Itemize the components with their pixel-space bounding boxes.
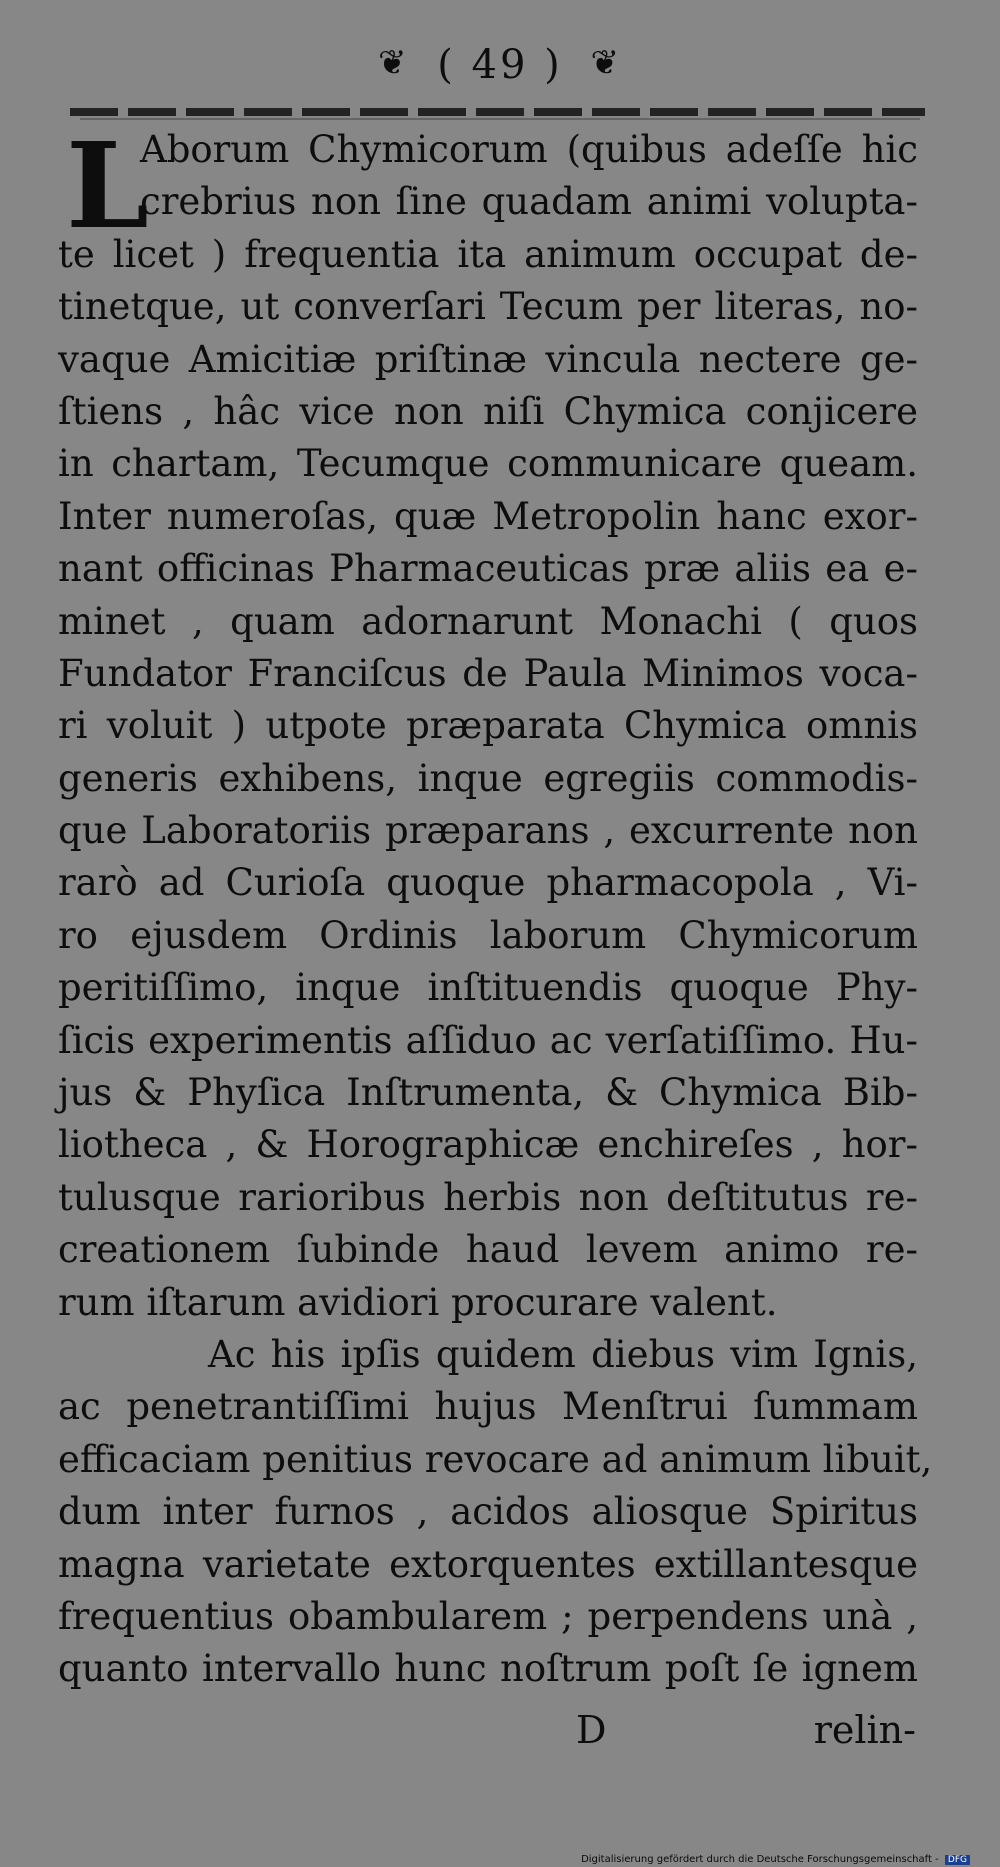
- page-footer: [58, 1704, 918, 1756]
- catchword: relin-: [813, 1708, 916, 1752]
- text-line: liotheca , & Horographicæ enchireſes , hor-: [58, 1123, 918, 1167]
- text-line: peritiſſimo, inque inſtituendis quoque Phy-: [58, 966, 918, 1010]
- text-line: Fundator Franciſcus de Paula Minimos voca-: [58, 651, 918, 695]
- page-header: [0, 42, 1000, 88]
- drop-cap: L: [66, 116, 149, 255]
- text-line: tulusque rarioribus herbis non deſtitutus re-: [58, 1175, 918, 1219]
- text-line: in chartam, Tecumque communicare queam.: [58, 442, 918, 486]
- ornament-right-icon: ❦: [590, 43, 622, 83]
- page-number: ( 49 ): [437, 42, 563, 88]
- text-line: ro ejusdem Ordinis laborum Chymicorum: [58, 913, 918, 957]
- text-line: dum inter furnos , acidos aliosque Spiritus: [58, 1490, 918, 1534]
- text-line: rum iſtarum avidiori procurare valent.: [58, 1280, 778, 1324]
- text-line: tinetque, ut converſari Tecum per literas, no-: [58, 285, 918, 329]
- credit-text: Digitalisierung gefördert durch die Deutsche Forschungsgemeinschaft -: [581, 1854, 939, 1865]
- text-line: nant officinas Pharmaceuticas præ aliis ea e-: [58, 547, 918, 591]
- text-line: generis exhibens, inque egregiis commodis-: [58, 756, 918, 800]
- text-line: crebrius non ſine quadam animi volupta-: [140, 180, 918, 224]
- text-line: que Laboratoriis præparans , excurrente non: [58, 809, 918, 853]
- text-line: magna varietate extorquentes extillantesque: [58, 1542, 918, 1586]
- ornament-left-icon: ❦: [378, 43, 410, 83]
- text-line: minet , quam adornarunt Monachi ( quos: [58, 599, 918, 643]
- header-rule: [70, 108, 925, 116]
- text-line: Ac his ipſis quidem diebus vim Ignis,: [208, 1332, 918, 1376]
- text-line: ſicis experimentis aſſiduo ac verſatiſſimo. Hu-: [58, 1018, 918, 1062]
- text-line: frequentius obambularem ; perpendens unà ,: [58, 1594, 918, 1638]
- text-line: vaque Amicitiæ priſtinæ vincula nectere ge-: [58, 337, 918, 381]
- text-line: creationem ſubinde haud levem animo re-: [58, 1228, 918, 1272]
- text-line: quanto intervallo hunc noſtrum poſt ſe ignem: [58, 1647, 918, 1691]
- text-line: ac penetrantiſſimi hujus Menſtrui ſummam: [58, 1385, 918, 1429]
- text-line: te licet ) frequentia ita animum occupat de-: [58, 232, 918, 276]
- text-line: Aborum Chymicorum (quibus adeſſe hic: [140, 128, 918, 171]
- dfg-logo: DFG: [945, 1855, 970, 1865]
- body-text: [58, 116, 933, 1696]
- text-line: Inter numeroſas, quæ Metropolin hanc exor-: [58, 494, 918, 538]
- digitization-credit: [581, 1854, 970, 1865]
- text-line: jus & Phyſica Inſtrumenta, & Chymica Bib-: [58, 1071, 918, 1115]
- signature-mark: D: [576, 1708, 607, 1752]
- header-rule-thin: [80, 118, 920, 120]
- text-line: efficaciam penitius revocare ad animum libuit,: [58, 1437, 933, 1481]
- text-line: rarò ad Curioſa quoque pharmacopola , Vi-: [58, 861, 918, 905]
- text-line: ri voluit ) utpote præparata Chymica omnis: [58, 704, 918, 748]
- text-line: ſtiens , hâc vice non niſi Chymica conjicere: [58, 389, 918, 433]
